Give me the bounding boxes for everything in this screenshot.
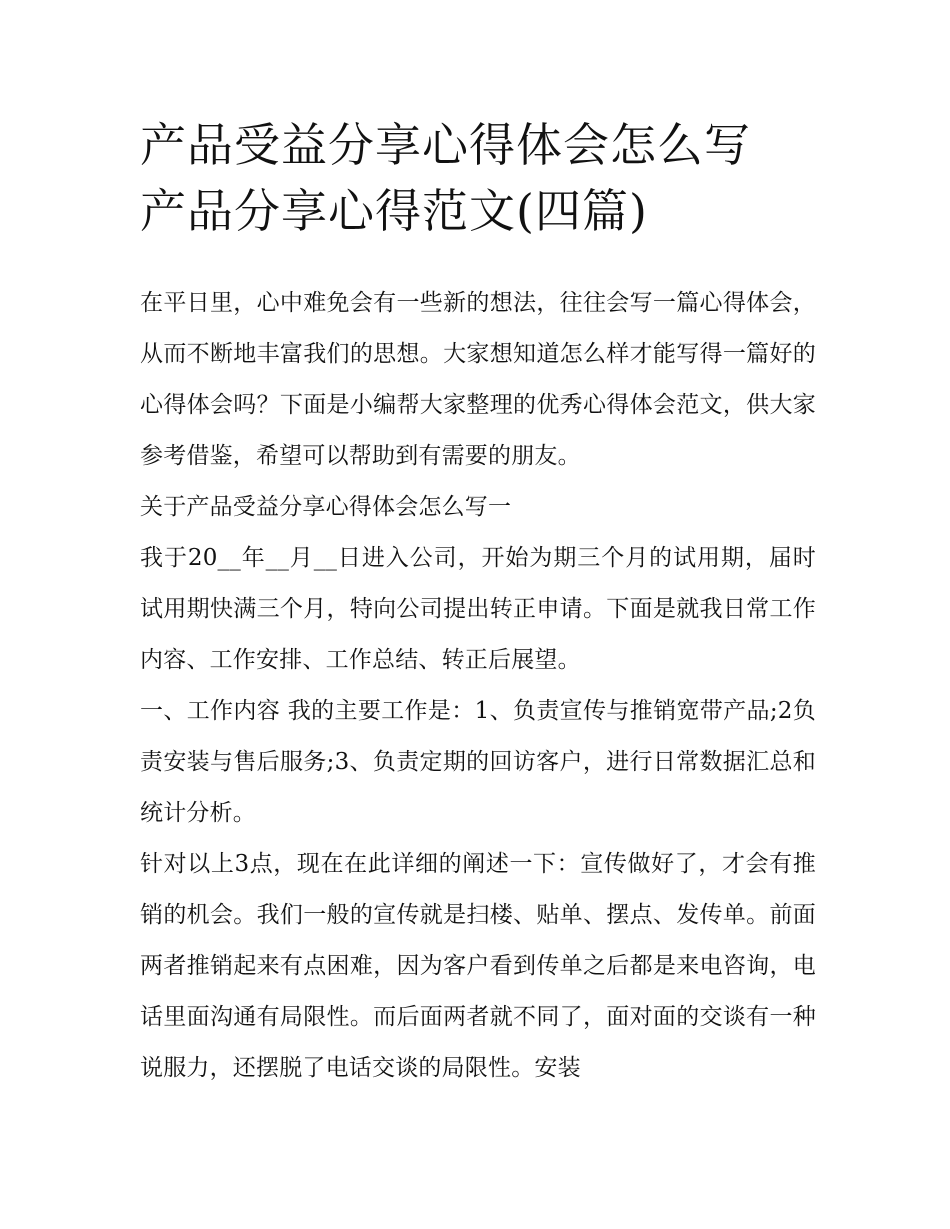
section-heading: 关于产品受益分享心得体会怎么写一 — [140, 494, 512, 520]
document-title — [140, 112, 830, 244]
body-paragraph: 针对以上3点，现在在此详细的阐述一下：宣传做好了，才会有推销的机会。我们一般的宣传就是扫楼、贴单、摆点、发传单。前面两者推销起来有点困难，因为客户看到传单之后都是来电咨询，电话里面沟通有局限性。而后面两者就不同了，面对面的交谈有一种说服力，还摆脱了电话交谈的局限性。安装 — [140, 851, 816, 1081]
intro-paragraph: 在平日里，心中难免会有一些新的想法，往往会写一篇心得体会，从而不断地丰富我们的思想。大家想知道怎么样才能写得一篇好的心得体会吗？下面是小编帮大家整理的优秀心得体会范文，供大家参考借鉴，希望可以帮助到有需要的朋友。 — [140, 290, 816, 469]
title-line-1: 产品受益分享心得体会怎么写 — [140, 118, 751, 172]
title-line-2: 产品分享心得范文(四篇) — [140, 184, 648, 238]
body-paragraph: 我于20__年__月__日进入公司，开始为期三个月的试用期，届时试用期快满三个月，特向公司提出转正申请。下面是就我日常工作内容、工作安排、工作总结、转正后展望。 — [140, 545, 816, 673]
document-body — [140, 278, 816, 1094]
body-paragraph: 一、工作内容 我的主要工作是：1、负责宣传与推销宽带产品;2负责安装与售后服务;3、负责定期的回访客户，进行日常数据汇总和统计分析。 — [140, 698, 816, 826]
